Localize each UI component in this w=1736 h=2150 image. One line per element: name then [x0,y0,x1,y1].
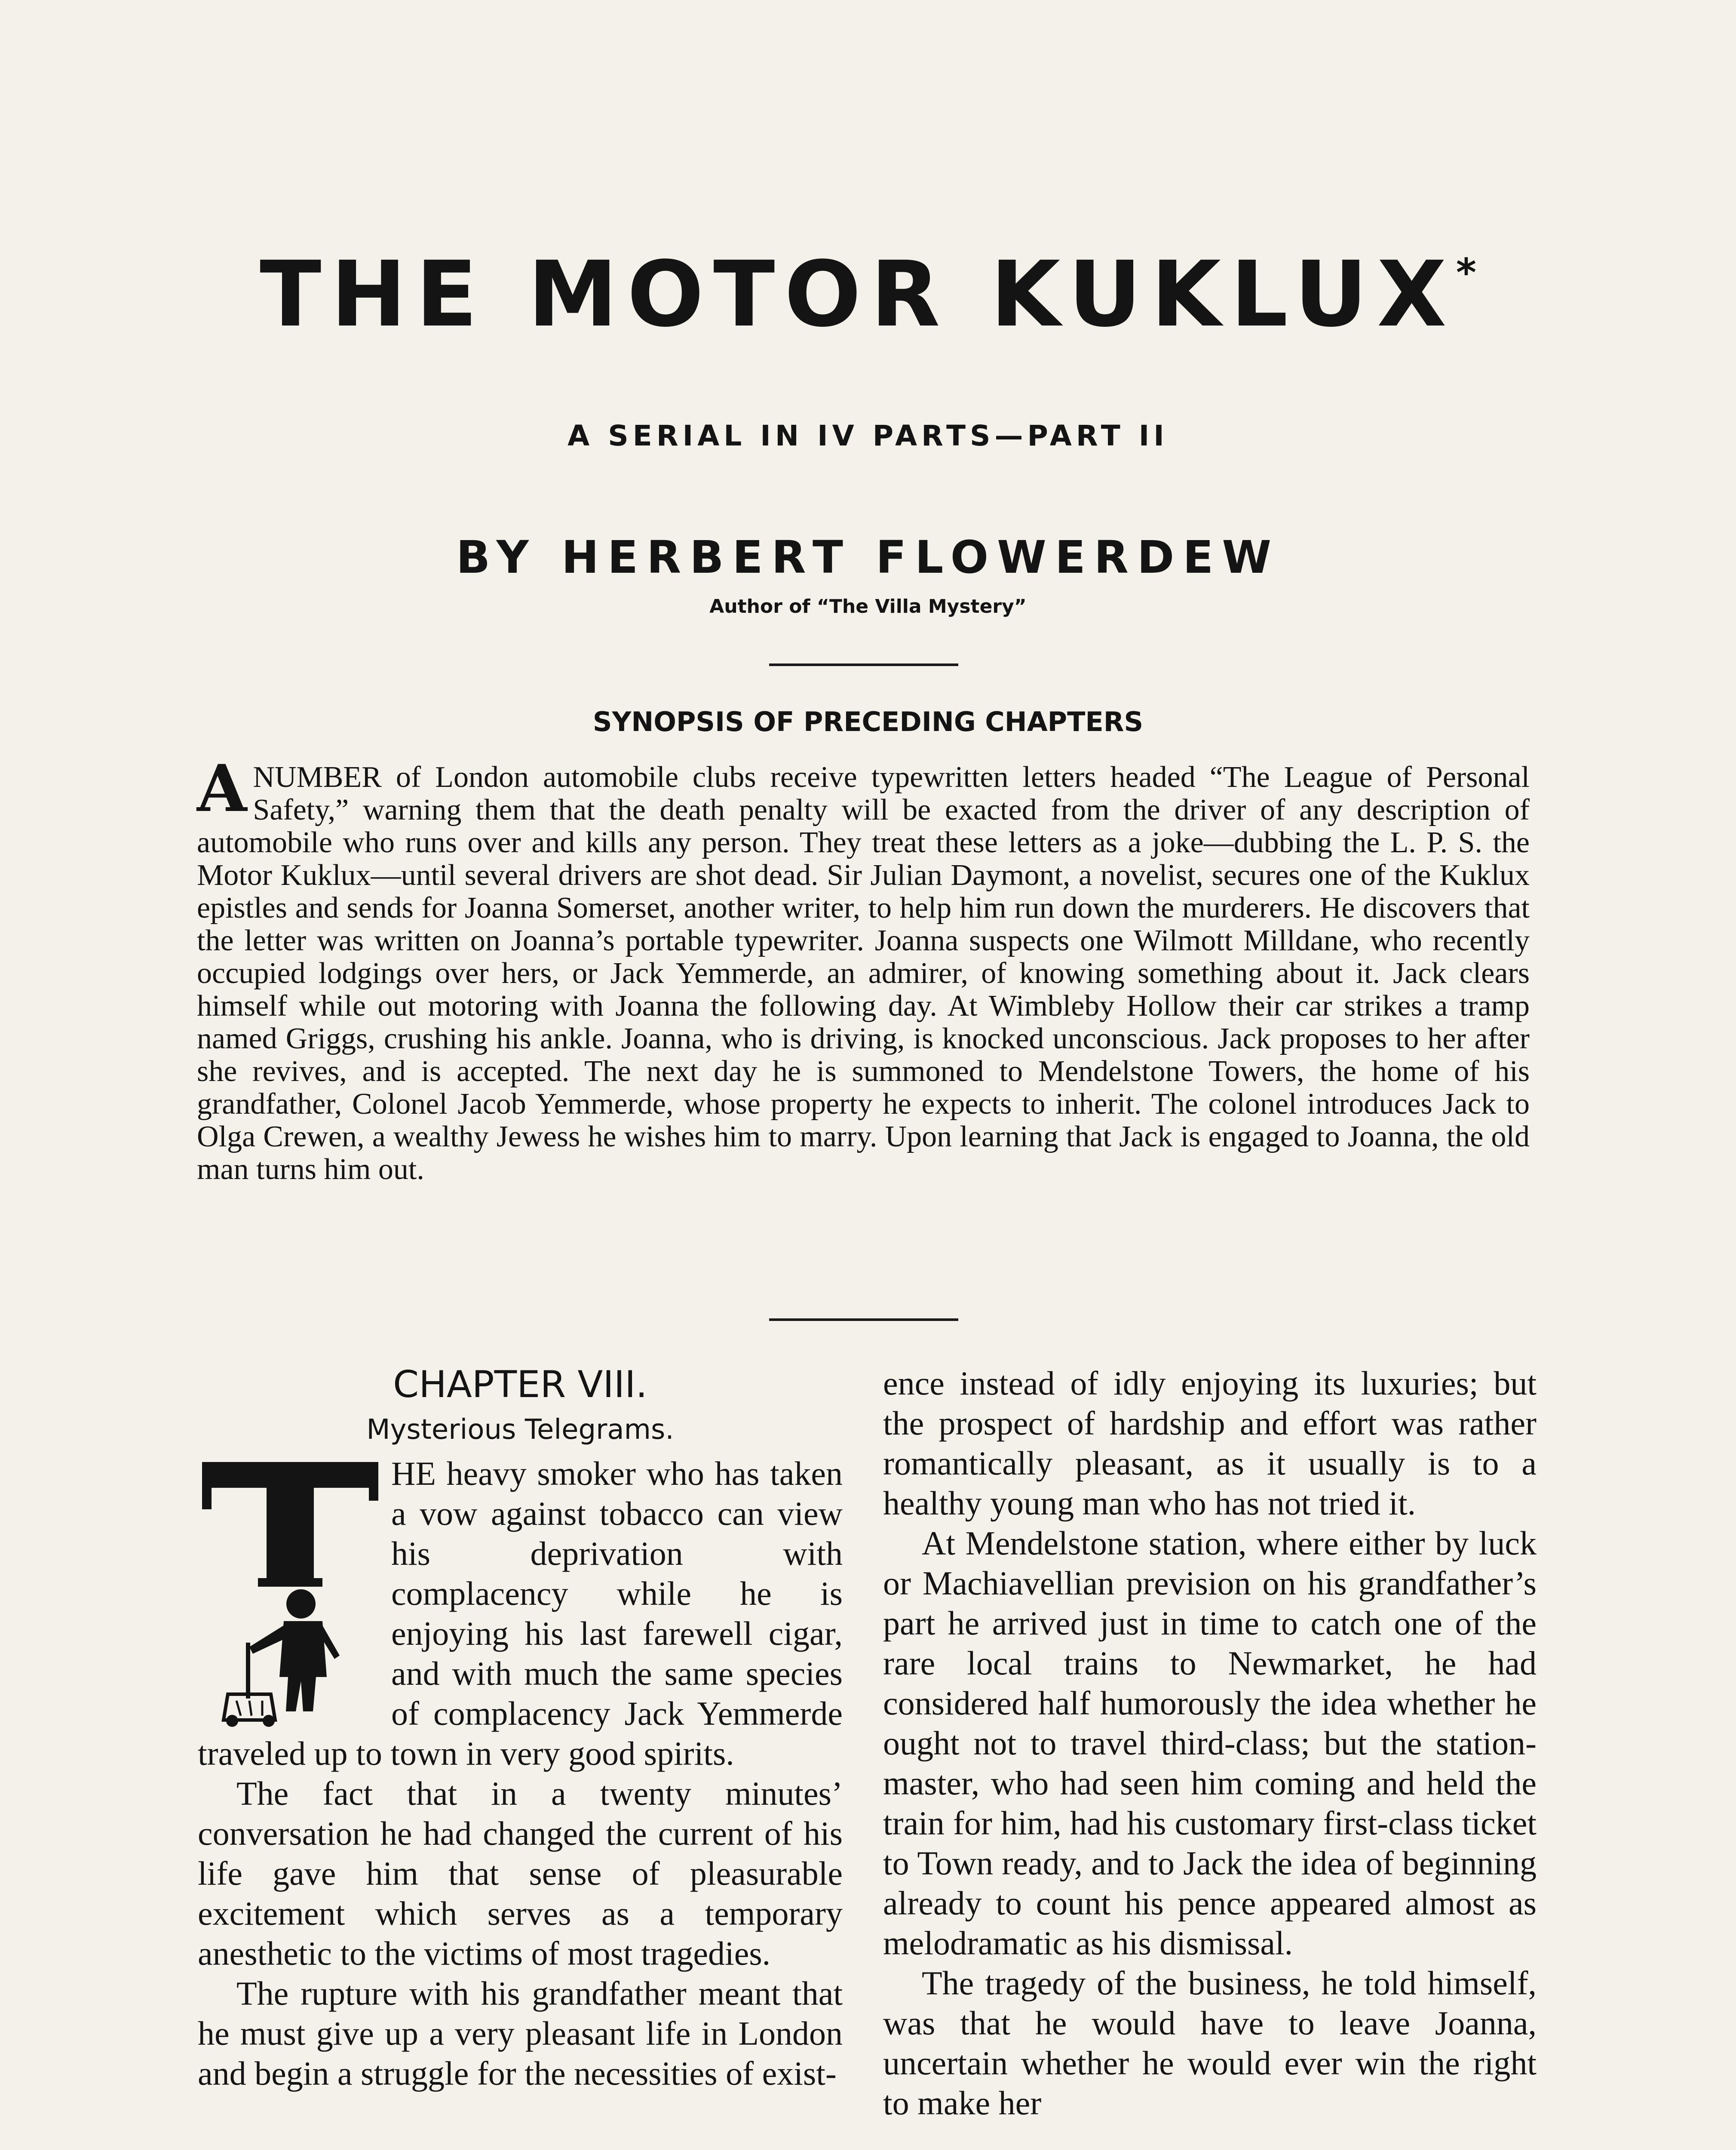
synopsis-heading: SYNOPSIS OF PRECEDING CHAPTERS [592,706,1144,737]
chapter-heading: CHAPTER VIII. [393,1363,647,1406]
synopsis-body: NUMBER of London automobile clubs receive typewritten letters headed “The League of Personal Safety,” warning them that the death penalty will be exacted from the driver of any description of automobile who runs over and kills any person. They treat these letters as a joke—dubbing the L. P. S. the Motor Kuklux—until several drivers are shot dead. Sir Julian Daymont, a novelist, secures one of the Kuklux epistles and sends for Joanna Somerset, another writer, to help him run down the murderers. He discovers that the letter was written on Joanna’s portable typewriter. Joanna suspects one Wilmott Milldane, who recently occupied lodgings over hers, or Jack Yemmerde, an admirer, of knowing something about it. Jack clears himself while out motoring with Joanna the following day. At Wimbleby Hollow their car strikes a tramp named Griggs, crushing his ankle. Joanna, who is driving, is knocked unconscious. Jack proposes to her after she revives, and is accepted. The next day he is summoned to Mendelstone Towers, the home of his grandfather, Colonel Jacob Yemmerde, whose property he expects to inherit. The colonel introduces Jack to Olga Crewen, a wealthy Jewess he wishes him to marry. Upon learning that Jack is engaged to Joanna, the old man turns him out. [197,761,1530,1186]
paragraph: The fact that in a twenty minutes’ conversation he had changed the current of his life gave him that sense of pleasurable excitement which serves as a temporary anesthetic to the victims of most tragedies. [198,1775,843,1972]
left-column [198,1363,843,2093]
paragraph: ence instead of idly enjoying its luxuries; but the prospect of hardship and effort was rather romantically pleasant, as it usually is to a healthy young man who has not tried it. [883,1364,1537,1522]
synopsis-text [197,751,1530,1186]
title-footnote-mark: * [1456,250,1476,295]
man-with-lawnmower-icon [198,1453,383,1729]
synopsis-drop-letter: A [197,751,247,826]
paragraph: The rupture with his grandfather meant that he must give up a very pleasant life in London and begin a struggle for the necessities of exist- [198,1975,843,2092]
author-byline: BY HERBERT FLOWERDEW [456,531,1280,584]
story-title: THE MOTOR KUKLUX* [260,242,1476,347]
chapter-subheading: Mysterious Telegrams. [366,1414,674,1446]
paragraph: The tragedy of the business, he told himself, was that he would have to leave Joanna, uncertain whether he would ever win the right to make her [883,1964,1537,2122]
illustrated-drop-cap [198,1453,383,1729]
paragraph: At Mendelstone station, where either by luck or Machiavellian prevision on his grandfather’s part he arrived just in time to catch one of the rare local trains to Newmarket, he had considered half humorously the idea whether he ought not to travel third-class; but the station-master, who had seen him coming and held the train for him, had his customary first-class ticket to Town ready, and to Jack the idea of beginning already to count his pence appeared almost as melodramatic as his dismissal. [883,1524,1537,1962]
divider-rule [769,1318,958,1321]
serial-subtitle: A SERIAL IN IV PARTS—PART II [567,419,1169,452]
right-column [883,1363,1537,2123]
divider-rule [769,663,958,666]
author-credit-note: Author of “The Villa Mystery” [709,596,1027,617]
paragraph-text: HE heavy smoker who has taken a vow against tobacco can view his deprivation with complacency while he is enjoying his last farewell cigar, and with much the same species of complacency Jack Yemmerde traveled up to town in very good spirits. [198,1455,843,1772]
